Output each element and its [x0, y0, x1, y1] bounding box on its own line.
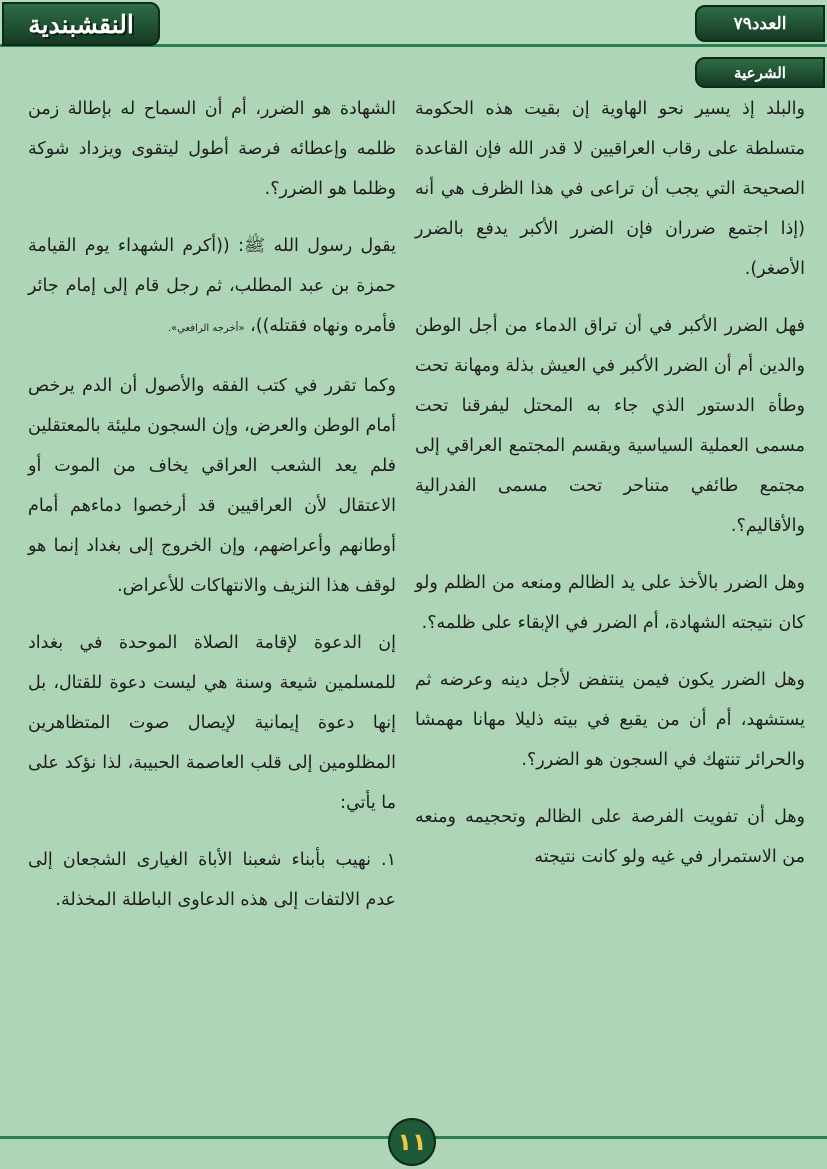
paragraph: وهل الضرر يكون فيمن ينتفض لأجل دينه وعرضه ثم يستشهد، أم أن من يقبع في بيته ذليلا مهانا مهمشا والحرائر تنتهك في السجون هو الضرر؟.: [415, 670, 805, 770]
left-column: [28, 89, 396, 937]
paragraph: وهل أن تفويت الفرصة على الظالم وتحجيمه ومنعه من الاستمرار في غيه ولو كانت نتيجته: [415, 807, 805, 867]
paragraph: والبلد إذ يسير نحو الهاوية إن بقيت هذه الحكومة متسلطة على رقاب العراقيين لا قدر الله فإن القاعدة الصحيحة التي يجب أن تراعى في هذا الظرف هي أنه (إذا اجتمع ضرران فإن الضرر الأكبر يدفع بالضرر الأصغر).: [415, 99, 805, 279]
section-tab: الشرعية: [695, 57, 825, 88]
paragraph: وهل الضرر بالأخذ على يد الظالم ومنعه من الظلم ولو كان نتيجته الشهادة، أم الضرر في الإبقاء على ظلمه؟.: [415, 573, 805, 633]
right-column: [415, 89, 805, 894]
hadith-paragraph: [28, 226, 396, 349]
page-number-badge: ١١: [388, 1118, 436, 1166]
issue-number-tab: العدد٧٩: [695, 5, 825, 42]
numbered-item: ١. نهيب بأبناء شعبنا الأباة الغيارى الشجعان إلى عدم الالتفات إلى هذه الدعاوى الباطلة المخذلة.: [28, 850, 396, 910]
paragraph: وكما تقرر في كتب الفقه والأصول أن الدم يرخص أمام الوطن والعرض، وإن السجون مليئة بالمعتقلين فلم يعد الشعب العراقي يخاف من الموت أو الاعتقال لأن العراقيين قد أرخصوا دماءهم أمام أوطانهم وأعراضهم، وإن الخروج إلى بغداد إنما هو لوقف هذا النزيف والانتهاكات للأعراض.: [28, 376, 396, 596]
hadith-source-note: «أخرجه الرافعي».: [167, 323, 245, 334]
hadith-text: يقول رسول الله ﷺ: ((أكرم الشهداء يوم القيامة حمزة بن عبد المطلب، ثم رجل قام إلى إمام جائر فأمره ونهاه فقتله))،: [28, 236, 396, 336]
paragraph: الشهادة هو الضرر، أم أن السماح له بإطالة زمن ظلمه وإعطائه فرصة أطول ليتقوى ويزداد شوكة وظلما هو الضرر؟.: [28, 99, 396, 199]
paragraph: فهل الضرر الأكبر في أن تراق الدماء من أجل الوطن والدين أم أن الضرر الأكبر في العيش بذلة ومهانة تحت وطأة الدستور الذي جاء به المحتل ليفرقنا تحت مسمى العملية السياسية ويقسم المجتمع العراقي إلى مجتمع طائفي متناحر تحت مسمى الفدرالية والأقاليم؟.: [415, 316, 805, 536]
magazine-title: النقشبندية: [2, 2, 160, 46]
paragraph: إن الدعوة لإقامة الصلاة الموحدة في بغداد للمسلمين شيعة وسنة هي ليست دعوة للقتال، بل إنها دعوة إيمانية لإيصال صوت المتظاهرين المظلومين إلى قلب العاصمة الحبيبة، لذا نؤكد على ما يأتي:: [28, 633, 396, 813]
